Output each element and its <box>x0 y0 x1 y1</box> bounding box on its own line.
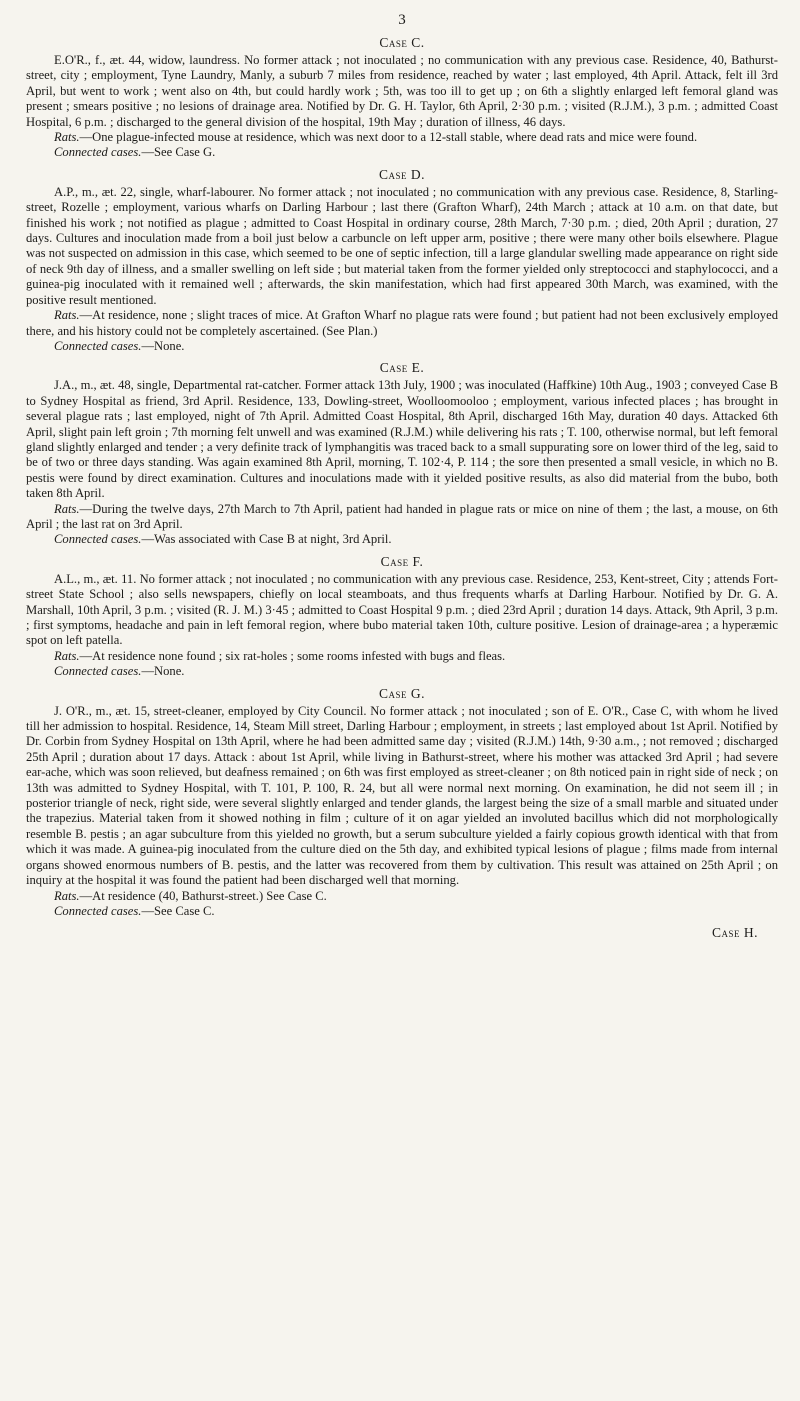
connected-label: Connected cases. <box>54 338 142 353</box>
rats-label: Rats. <box>54 501 80 516</box>
case-heading: Case C. <box>379 35 425 50</box>
case-heading: Case D. <box>378 166 425 182</box>
case-d <box>26 167 778 354</box>
case-body: A.L., m., æt. 11. No former attack ; not inoculated ; no communication with any previous case. Residence, 253, Kent-street, City ; attends Fort-street State School ; also sells newspapers, chiefly on local steamboats, and thus frequents wharfs at Darling Harbour. Notified by Dr. G. A. Marshall, 10th April, 3 p.m. ; visited (R. J. M.) 3·45 ; admitted to Coast Hospital 9 p.m. ; died 23rd April ; duration 14 days. Attack, 9th April, 3 p.m. ; first symptoms, headache and pain in left femoral region, where bubo material taken 10th, culture positive. Lesion of drainage-area ; a hyperæmic spot on left patella. <box>26 571 778 648</box>
connected-paragraph <box>26 904 778 919</box>
case-heading: Case F. <box>380 553 424 569</box>
rats-text: —At residence none found ; six rat-holes ; some rooms infested with bugs and fleas. <box>79 648 506 663</box>
rats-label: Rats. <box>54 308 80 323</box>
connected-paragraph <box>26 532 778 547</box>
case-body: J. O'R., m., æt. 15, street-cleaner, employed by City Council. No former attack ; not inoculated ; son of E. O'R., Case C, with whom he lived till her admission to hospital. Residence, 14, Steam Mill street, Darling Harbour ; employment, in streets ; last employed about 1st April. Notified by Dr. Corbin from Sydney Hospital on 13th April, where he had been admitted same day ; visited (R.J.M.) 14th, 9·30 a.m., ; not removed ; discharged 25th April ; duration about 17 days. Attack : about 1st April, while living in Bathurst-street, where his mother was attacked 3rd April ; had severe ear-ache, which was soon relieved, but deafness remained ; on 6th was first employed as street-cleaner ; on 8th noticed pain in right side of neck ; on 13th was admitted to Sydney Hospital, with T. 101, P. 100, R. 24, but all were normal next morning. On examination, he did not seem ill ; in posterior triangle of neck, right side, were several slightly enlarged and tender glands, the largest being the size of a small marble and situated under the trapezius. Material taken from it showed nothing in film ; culture of it on agar yielded an involuted bacillus which did not morphologically resemble B. pestis ; an agar subculture from this yielded no growth, but a serum subculture yielded a fairly copious growth identical with that from which it was made. A guinea-pig inoculated from the culture died on the 5th day, and exhibited typical lesions of plague ; films made from internal organs showed enormous numbers of B. pestis, and the latter was recovered from them by cultivation. This result was attained on 25th April ; on inquiry at the hospital it was found the patient had been discharged well that morning. <box>26 703 778 888</box>
rats-label: Rats. <box>54 648 80 663</box>
connected-text: —None. <box>141 338 185 353</box>
connected-paragraph <box>26 339 778 354</box>
rats-paragraph <box>26 649 778 664</box>
rats-paragraph <box>26 889 778 904</box>
connected-text: —Was associated with Case B at night, 3rd April. <box>141 532 392 547</box>
connected-label: Connected cases. <box>54 903 142 918</box>
rats-label: Rats. <box>54 888 80 903</box>
case-c <box>26 35 778 161</box>
connected-text: —See Case C. <box>141 903 215 918</box>
rats-paragraph <box>26 130 778 145</box>
connected-text: —None. <box>141 664 185 679</box>
rats-text: —During the twelve days, 27th March to 7th April, patient had handed in plague rats or mice on nine of them ; the last, a mouse, on 6th April ; the last rat on 3rd April. <box>26 501 778 531</box>
next-case-heading: Case H. <box>711 925 758 941</box>
rats-paragraph <box>26 502 778 533</box>
case-f <box>26 554 778 680</box>
connected-paragraph <box>26 145 778 160</box>
rats-paragraph <box>26 308 778 339</box>
rats-label: Rats. <box>54 130 80 145</box>
rats-text: —At residence, none ; slight traces of mice. At Grafton Wharf no plague rats were found ; but patient had not been exclusively employed there, and his history could not be completely ascertained. (See Plan.) <box>26 308 778 338</box>
case-heading: Case G. <box>378 685 425 701</box>
document-page <box>26 12 778 943</box>
connected-label: Connected cases. <box>54 532 142 547</box>
connected-text: —See Case G. <box>141 145 216 160</box>
connected-label: Connected cases. <box>54 145 142 160</box>
case-g <box>26 686 778 920</box>
case-body: J.A., m., æt. 48, single, Departmental rat-catcher. Former attack 13th July, 1900 ; was inoculated (Haffkine) 10th Aug., 1903 ; conveyed Case B to Sydney Hospital as friend, 3rd April. Residence, 133, Dowling-street, Woolloomooloo ; employment, various infected places ; has brought in several plague rats ; last employed, night of 7th April. Admitted Coast Hospital, 8th April, discharged 16th May, duration 40 days. Attacked 6th April, slight pain left groin ; 7th morning felt unwell and was examined (R.J.M.) while delivering his rats ; T. 100, otherwise normal, but left femoral gland slightly enlarged and tender ; a very definite track of lymphangitis was traced back to a small suppurating sore on lower third of the leg, said to be of two or three days standing. Was again examined 8th April, morning, T. 102·4, P. 114 ; the sore then presented a small vesicle, in which no B. pestis were found by direct examination. Cultures and inoculations made with it yielded positive results, as also did material from the bubo, both taken 8th April. <box>26 378 778 501</box>
case-e <box>26 360 778 547</box>
case-body: E.O'R., f., æt. 44, widow, laundress. No former attack ; not inoculated ; no communication with any previous case. Residence, 40, Bathurst-street, city ; employment, Tyne Laundry, Manly, a suburb 7 miles from residence, reached by water ; last employed, 4th April. Attack, felt ill 3rd April, but went to work ; went also on 4th, but could hardly work ; 5th, was too ill to get up ; on 6th a slightly enlarged left femoral gland was present ; smears positive ; no lesions of drainage area. Notified by Dr. G. H. Taylor, 6th April, 2·30 p.m. ; visited (R.J.M.), 3 p.m. ; admitted Coast Hospital, 6 p.m. ; discharged to the general division of the hospital, 19th May ; duration of illness, 46 days. <box>26 53 778 129</box>
case-body: A.P., m., æt. 22, single, wharf-labourer. No former attack ; not inoculated ; no communication with any previous case. Residence, 8, Starling-street, Rozelle ; employment, various wharfs on Darling Harbour ; last there (Grafton Wharf), 24th March ; attack at 10 a.m. on that date, but finished his work ; not notified as plague ; admitted to Coast Hospital in ordinary course, 28th March, 7·30 p.m. ; died, 20th April ; duration, 27 days. Cultures and inoculation made from a boil just below a carbuncle on left upper arm, positive ; there were many other boils elsewhere. Plague was not suspected on admission in this case, which seemed to be one of septic infection, till a large glandular swelling made appearance on right side of neck 9th day of illness, and a smaller swelling on left side ; but material taken from the former yielded only streptococci and staphylococci, and a guinea-pig inoculated with it remained well ; afterwards, the skin manifestation, which had first appeared 30th March, was examined, with the positive result mentioned. <box>26 184 778 307</box>
case-h <box>26 925 778 941</box>
connected-paragraph <box>26 664 778 679</box>
rats-text: —One plague-infected mouse at residence, which was next door to a 12-stall stable, where dead rats and mice were found. <box>79 130 698 145</box>
connected-label: Connected cases. <box>54 664 142 679</box>
case-heading: Case E. <box>379 360 425 376</box>
page-number: 3 <box>398 12 406 28</box>
rats-text: —At residence (40, Bathurst-street.) See Case C. <box>79 888 327 903</box>
